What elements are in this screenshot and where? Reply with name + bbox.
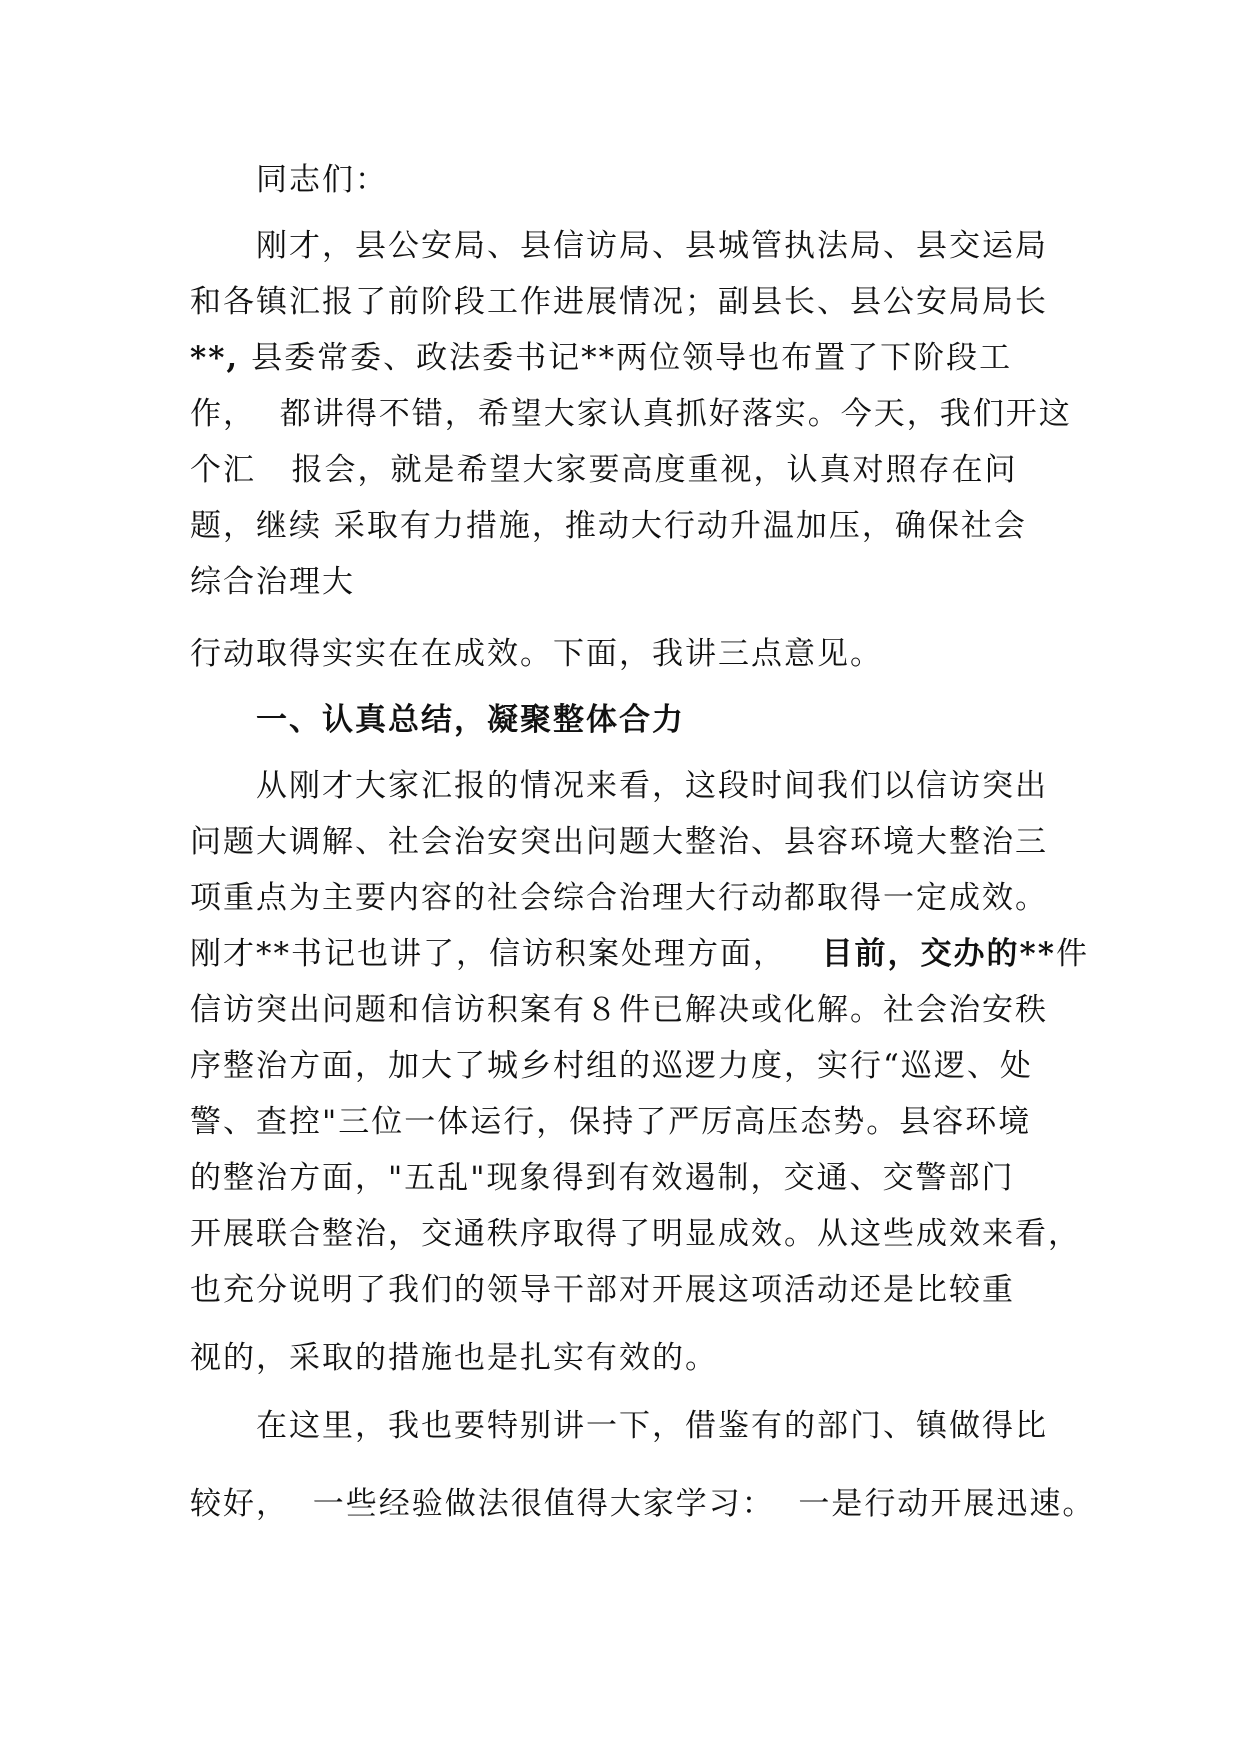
paragraph-2-line-1: 从刚才大家汇报的情况来看，这段时间我们以信访突出 — [256, 768, 1048, 804]
paragraph-2-line-3: 项重点为主要内容的社会综合治理大行动都取得一定成效。 — [190, 880, 1048, 916]
paragraph-1-line-5: 个汇 报会，就是希望大家要高度重视，认真对照存在问 — [190, 452, 1018, 488]
paragraph-3-line-2: 较好， 一些经验做法很值得大家学习： 一是行动开展迅速。 — [190, 1486, 1096, 1522]
paragraph-2-line-10: 也充分说明了我们的领导干部对开展这项活动还是比较重 — [190, 1272, 1015, 1308]
paragraph-1-line-3-text: 县委常委、政法委书记**两位领导也布置了下阶段工 — [239, 340, 1013, 376]
paragraph-1-line-4: 作， 都讲得不错，希望大家认真抓好落实。今天，我们开这 — [190, 396, 1072, 432]
paragraph-2-line-7: 警、查控"三位一体运行，保持了严厉高压态势。县容环境 — [190, 1104, 1032, 1140]
paragraph-1-line-7: 综合治理大 — [190, 564, 355, 600]
paragraph-2-line-9: 开展联合整治，交通秩序取得了明显成效。从这些成效来看， — [190, 1216, 1081, 1252]
section-heading-1: 一、认真总结，凝聚整体合力 — [256, 702, 685, 738]
greeting: 同志们： — [256, 162, 388, 198]
paragraph-1-line-3 — [190, 338, 1012, 378]
paragraph-2-line-6: 序整治方面，加大了城乡村组的巡逻力度，实行“巡逻、处 — [190, 1048, 1033, 1084]
paragraph-2-line-8: 的整治方面，"五乱"现象得到有效遏制，交通、交警部门 — [190, 1160, 1015, 1196]
bold-highlight-text: 目前，交办的** — [821, 936, 1056, 972]
paragraph-2-line-4-text-a: 刚才**书记也讲了，信访积案处理方面， — [190, 936, 822, 972]
paragraph-2-line-11: 视的，采取的措施也是扎实有效的。 — [190, 1340, 718, 1376]
paragraph-2-line-4 — [190, 934, 1089, 974]
paragraph-1-line-6: 题，继续 采取有力措施，推动大行动升温加压，确保社会 — [190, 508, 1027, 544]
paragraph-2-line-5: 信访突出问题和信访积案有８件已解决或化解。社会治安秩 — [190, 992, 1048, 1028]
paragraph-2-line-2: 问题大调解、社会治安突出问题大整治、县容环境大整治三 — [190, 824, 1048, 860]
paragraph-1-line-8: 行动取得实实在在成效。下面，我讲三点意见。 — [190, 636, 883, 672]
name-placeholder-bold: **, — [190, 340, 240, 376]
paragraph-1-line-1: 刚才，县公安局、县信访局、县城管执法局、县交运局 — [256, 228, 1048, 264]
paragraph-2-line-4-text-b: 件 — [1056, 936, 1089, 972]
paragraph-1-line-2: 和各镇汇报了前阶段工作进展情况；副县长、县公安局局长 — [190, 284, 1048, 320]
paragraph-3-line-1: 在这里，我也要特别讲一下，借鉴有的部门、镇做得比 — [256, 1408, 1048, 1444]
